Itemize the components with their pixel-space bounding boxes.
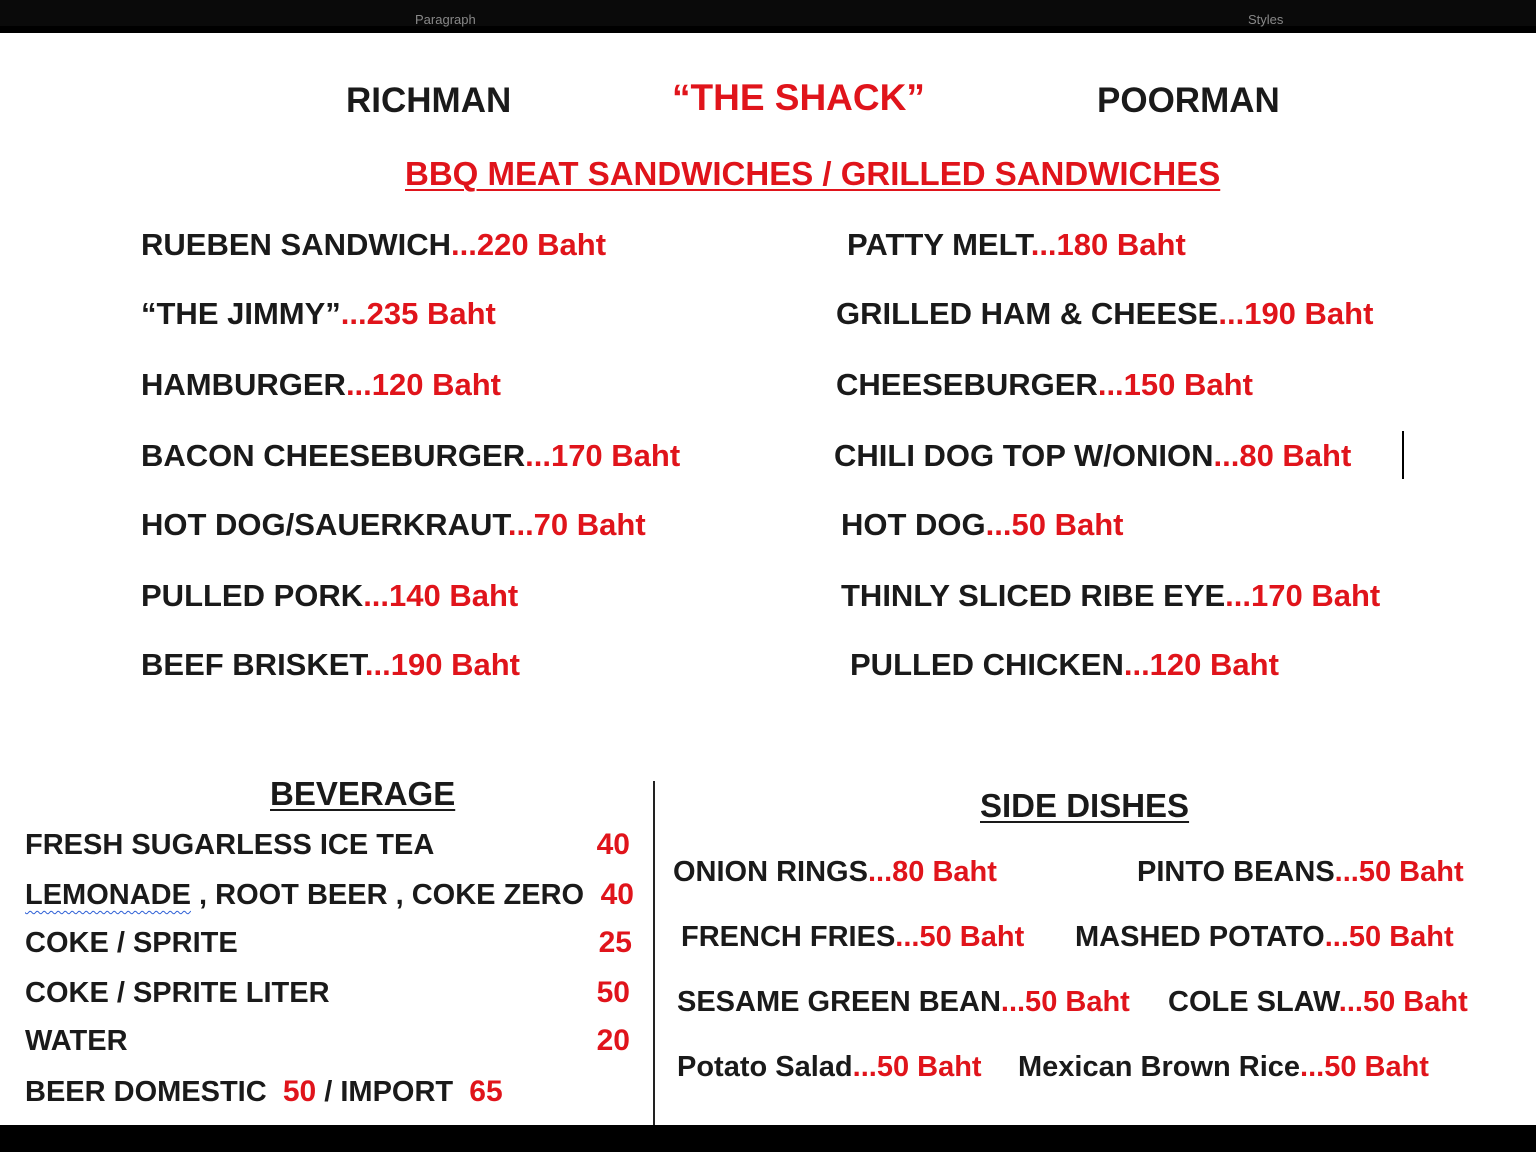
beverage-item-name: WATER xyxy=(25,1025,128,1057)
beverage-heading: BEVERAGE xyxy=(270,775,456,812)
beverage-item-price: 25 xyxy=(598,926,632,959)
menu-item: HAMBURGER...120 Baht xyxy=(141,367,501,402)
text-cursor xyxy=(1402,431,1404,479)
side-dish-item: Potato Salad...50 Baht xyxy=(677,1051,982,1083)
beverage-item-price: 40 xyxy=(600,878,634,911)
menu-item: PULLED CHICKEN...120 Baht xyxy=(850,647,1279,682)
beer-line: BEER DOMESTIC 50 / IMPORT 65 xyxy=(25,1075,503,1108)
side-dish-item: FRENCH FRIES...50 Baht xyxy=(681,921,1025,953)
ribbon-strip xyxy=(0,0,1536,26)
document-page[interactable] xyxy=(0,33,1536,1125)
menu-item: “THE JIMMY”...235 Baht xyxy=(141,296,496,331)
header-right-label: POORMAN xyxy=(1097,81,1280,120)
menu-title: “THE SHACK” xyxy=(672,77,925,118)
side-dish-item: COLE SLAW...50 Baht xyxy=(1168,986,1468,1018)
menu-item: BACON CHEESEBURGER...170 Baht xyxy=(141,438,681,473)
ribbon-group-paragraph[interactable]: Paragraph xyxy=(415,12,476,27)
menu-item: CHILI DOG TOP W/ONION...80 Baht xyxy=(834,438,1352,473)
menu-item: CHEESEBURGER...150 Baht xyxy=(836,367,1253,402)
beverage-item-name: COKE / SPRITE xyxy=(25,927,238,959)
beverage-item-price: 40 xyxy=(596,828,630,861)
beverage-item-name: COKE / SPRITE LITER xyxy=(25,977,330,1009)
menu-item: THINLY SLICED RIBE EYE...170 Baht xyxy=(841,578,1381,613)
menu-item: PULLED PORK...140 Baht xyxy=(141,578,519,613)
ribbon-group-styles[interactable]: Styles xyxy=(1248,12,1284,27)
side-dish-item: MASHED POTATO...50 Baht xyxy=(1075,921,1454,953)
menu-item: RUEBEN SANDWICH...220 Baht xyxy=(141,227,607,262)
header-left-label: RICHMAN xyxy=(346,81,512,120)
beverage-item-name: FRESH SUGARLESS ICE TEA xyxy=(25,829,435,861)
beverage-item-name: LEMONADE , ROOT BEER , COKE ZERO xyxy=(25,879,585,911)
side-dishes-heading: SIDE DISHES xyxy=(980,787,1190,824)
menu-subtitle: BBQ MEAT SANDWICHES / GRILLED SANDWICHES xyxy=(405,155,1221,192)
menu-item: GRILLED HAM & CHEESE...190 Baht xyxy=(836,296,1374,331)
side-dish-item: PINTO BEANS...50 Baht xyxy=(1137,856,1464,888)
side-dish-item: ONION RINGS...80 Baht xyxy=(673,856,997,888)
menu-item: HOT DOG...50 Baht xyxy=(841,507,1124,542)
beverage-item-price: 20 xyxy=(596,1024,630,1057)
menu-item: BEEF BRISKET...190 Baht xyxy=(141,647,520,682)
menu-item: PATTY MELT...180 Baht xyxy=(847,227,1186,262)
side-dish-item: SESAME GREEN BEAN...50 Baht xyxy=(677,986,1130,1018)
column-divider xyxy=(653,781,655,1125)
side-dish-item: Mexican Brown Rice...50 Baht xyxy=(1018,1051,1429,1083)
beverage-item-price: 50 xyxy=(596,976,630,1009)
menu-item: HOT DOG/SAUERKRAUT...70 Baht xyxy=(141,507,646,542)
